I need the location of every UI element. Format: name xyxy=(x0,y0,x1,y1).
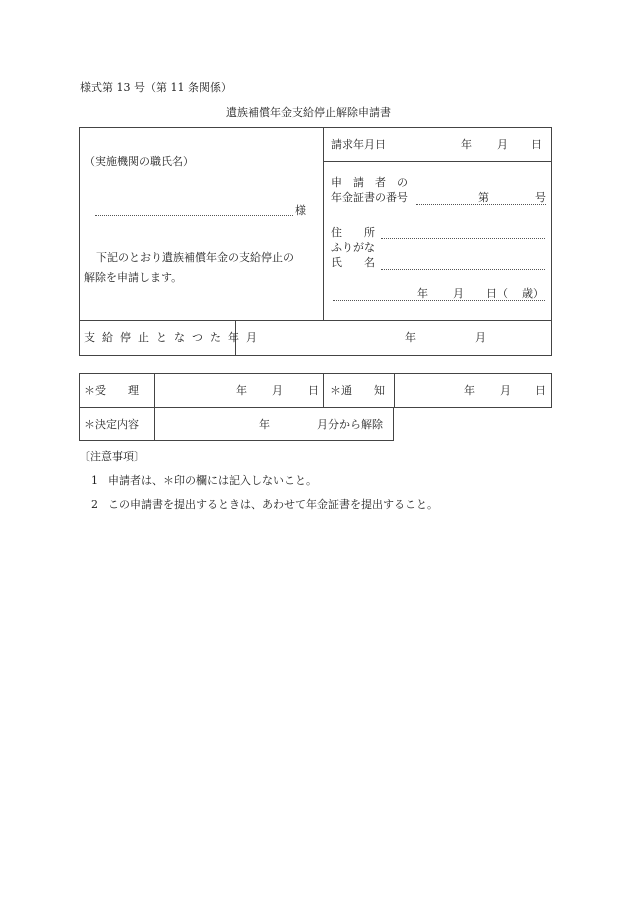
birth-month: 月 xyxy=(453,287,464,300)
suspension-month: 月 xyxy=(475,331,486,344)
main-form-divider xyxy=(323,127,324,320)
request-text-line1: 下記のとおり遺族補償年金の支給停止の xyxy=(96,251,294,264)
receipt-day: 日 xyxy=(308,384,319,397)
suspension-row-divider xyxy=(79,320,552,321)
request-year: 年 xyxy=(461,138,472,151)
decision-suffix: 月分から解除 xyxy=(317,418,383,431)
notice-day: 日 xyxy=(535,384,546,397)
note-number: 1 xyxy=(91,474,98,487)
applicant-label: 申 請 者 の xyxy=(331,176,408,189)
name-field[interactable] xyxy=(381,269,545,270)
addressee-label: （実施機関の職氏名） xyxy=(84,155,194,168)
note-text: この申請書を提出するときは、あわせて年金証書を提出すること。 xyxy=(108,498,438,511)
note-number: 2 xyxy=(91,498,98,511)
form-number: 様式第 13 号（第 11 条関係） xyxy=(80,81,232,94)
decision-year: 年 xyxy=(259,418,270,431)
age-close: 歳） xyxy=(522,287,544,300)
request-month: 月 xyxy=(497,138,508,151)
certificate-field[interactable] xyxy=(416,204,546,205)
request-text-line2: 解除を申請します。 xyxy=(84,271,183,284)
office-label-divider xyxy=(154,373,155,441)
note-text: 申請者は、＊印の欄には記入しないこと。 xyxy=(108,474,317,487)
request-day: 日 xyxy=(531,138,542,151)
certificate-go: 号 xyxy=(535,191,546,204)
furigana-label: ふりがな xyxy=(331,241,375,254)
birth-day-open: 日（ xyxy=(486,287,508,300)
office-middle-divider xyxy=(323,373,324,408)
address-field[interactable] xyxy=(381,238,545,239)
notes-heading: 〔注意事項〕 xyxy=(79,450,145,463)
suspension-label: 支給停止となつた年月 xyxy=(84,331,264,344)
office-notice-divider xyxy=(394,373,395,408)
receipt-year: 年 xyxy=(236,384,247,397)
name-label: 氏 名 xyxy=(331,256,375,269)
document-title: 遺族補償年金支給停止解除申請書 xyxy=(226,106,391,119)
request-date-divider xyxy=(323,161,552,162)
notice-month: 月 xyxy=(500,384,511,397)
certificate-dai: 第 xyxy=(478,191,489,204)
decision-label: ＊決定内容 xyxy=(84,418,139,431)
address-label: 住 所 xyxy=(331,226,375,239)
birthdate-age-field[interactable] xyxy=(333,300,545,301)
honorific: 様 xyxy=(295,204,306,217)
birth-year: 年 xyxy=(417,287,428,300)
notice-label: ＊通 知 xyxy=(330,384,385,397)
suspension-year: 年 xyxy=(405,331,416,344)
request-date-label: 請求年月日 xyxy=(331,138,386,151)
certificate-label: 年金証書の番号 xyxy=(331,191,408,204)
receipt-month: 月 xyxy=(272,384,283,397)
receipt-label: ＊受 理 xyxy=(84,384,139,397)
addressee-field[interactable] xyxy=(95,215,293,216)
notice-year: 年 xyxy=(464,384,475,397)
